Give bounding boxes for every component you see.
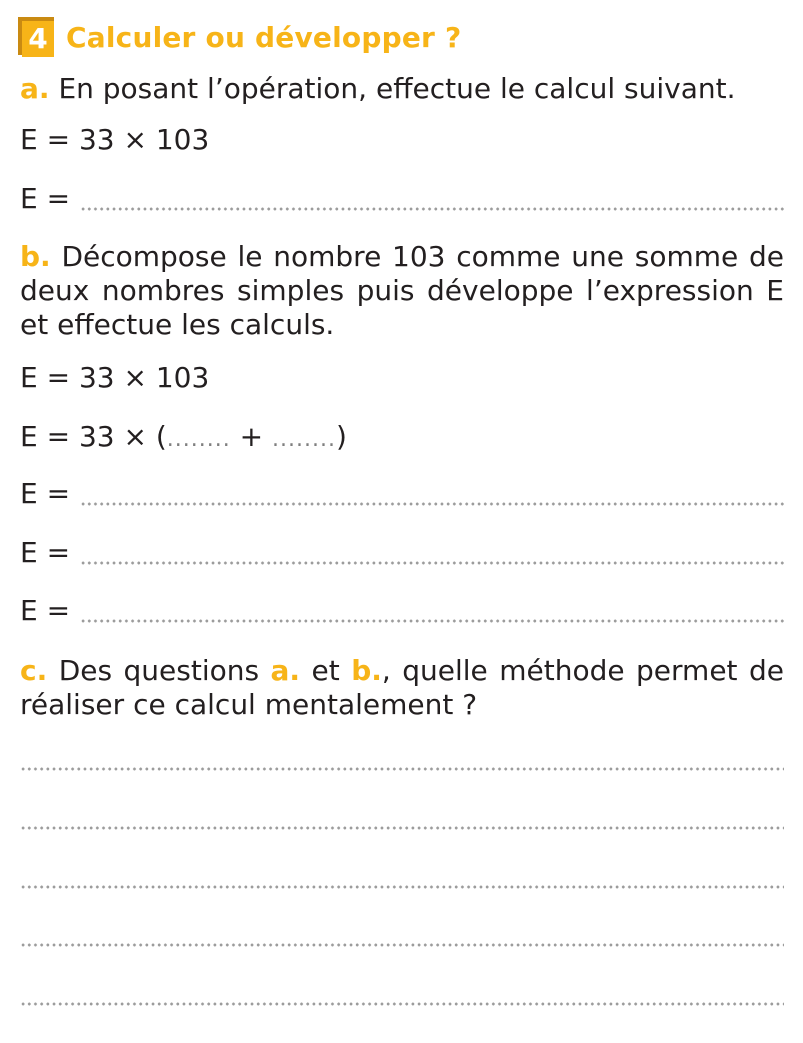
dotted-answer-field[interactable] bbox=[80, 206, 784, 212]
exercise-title: Calculer ou développer ? bbox=[66, 20, 462, 54]
dotted-answer-line-1[interactable] bbox=[20, 766, 784, 772]
part-a-instruction bbox=[20, 72, 735, 106]
part-a-answer-line[interactable] bbox=[20, 182, 784, 216]
part-b-decomposition bbox=[20, 420, 347, 457]
part-c-question bbox=[20, 654, 784, 722]
part-c-text-2: et bbox=[311, 654, 340, 687]
decomposition-blank-1[interactable]: ........ bbox=[166, 427, 231, 452]
dotted-answer-line-3[interactable] bbox=[20, 884, 784, 890]
dotted-answer-line-4[interactable] bbox=[20, 942, 784, 948]
part-b-instruction-text: Décompose le nombre 103 comme une somme de deux nombres simples puis développe l’expression E et effectue les calculs. bbox=[20, 240, 784, 341]
part-a-instruction-text: En posant l’opération, effectue le calcul suivant. bbox=[58, 72, 736, 105]
decomposition-suffix: ) bbox=[335, 420, 347, 453]
exercise-number-badge bbox=[18, 17, 56, 57]
exercise-header bbox=[18, 14, 461, 60]
answer-prefix: E = bbox=[20, 477, 71, 510]
dotted-answer-field[interactable] bbox=[80, 501, 784, 507]
part-b-answer-line-1[interactable] bbox=[20, 477, 784, 511]
decomposition-plus: + bbox=[230, 420, 272, 453]
part-c-ref-b: b. bbox=[351, 654, 382, 687]
part-b-label: b. bbox=[20, 240, 51, 273]
part-a-expression: E = 33 × 103 bbox=[20, 123, 210, 156]
dotted-answer-field[interactable] bbox=[80, 618, 784, 624]
answer-prefix: E = bbox=[20, 594, 71, 627]
dotted-answer-field[interactable] bbox=[80, 560, 784, 566]
part-c-text-3: , quelle méthode permet de réaliser ce calcul mentalement ? bbox=[20, 654, 784, 721]
dotted-answer-line-2[interactable] bbox=[20, 825, 784, 831]
part-b-instruction bbox=[20, 240, 784, 342]
part-c-ref-a: a. bbox=[270, 654, 301, 687]
part-b-expression: E = 33 × 103 bbox=[20, 361, 210, 394]
answer-prefix: E = bbox=[20, 182, 71, 215]
decomposition-prefix: E = 33 × ( bbox=[20, 420, 167, 453]
part-c-label: c. bbox=[20, 654, 48, 687]
dotted-answer-line-5[interactable] bbox=[20, 1001, 784, 1007]
answer-prefix: E = bbox=[20, 536, 71, 569]
part-b-answer-line-2[interactable] bbox=[20, 536, 784, 570]
decomposition-blank-2[interactable]: ........ bbox=[272, 427, 336, 452]
part-c-text-1: Des questions bbox=[58, 654, 260, 687]
part-a-label: a. bbox=[20, 72, 50, 105]
part-b-answer-line-3[interactable] bbox=[20, 594, 784, 628]
exercise-number: 4 bbox=[22, 21, 54, 57]
